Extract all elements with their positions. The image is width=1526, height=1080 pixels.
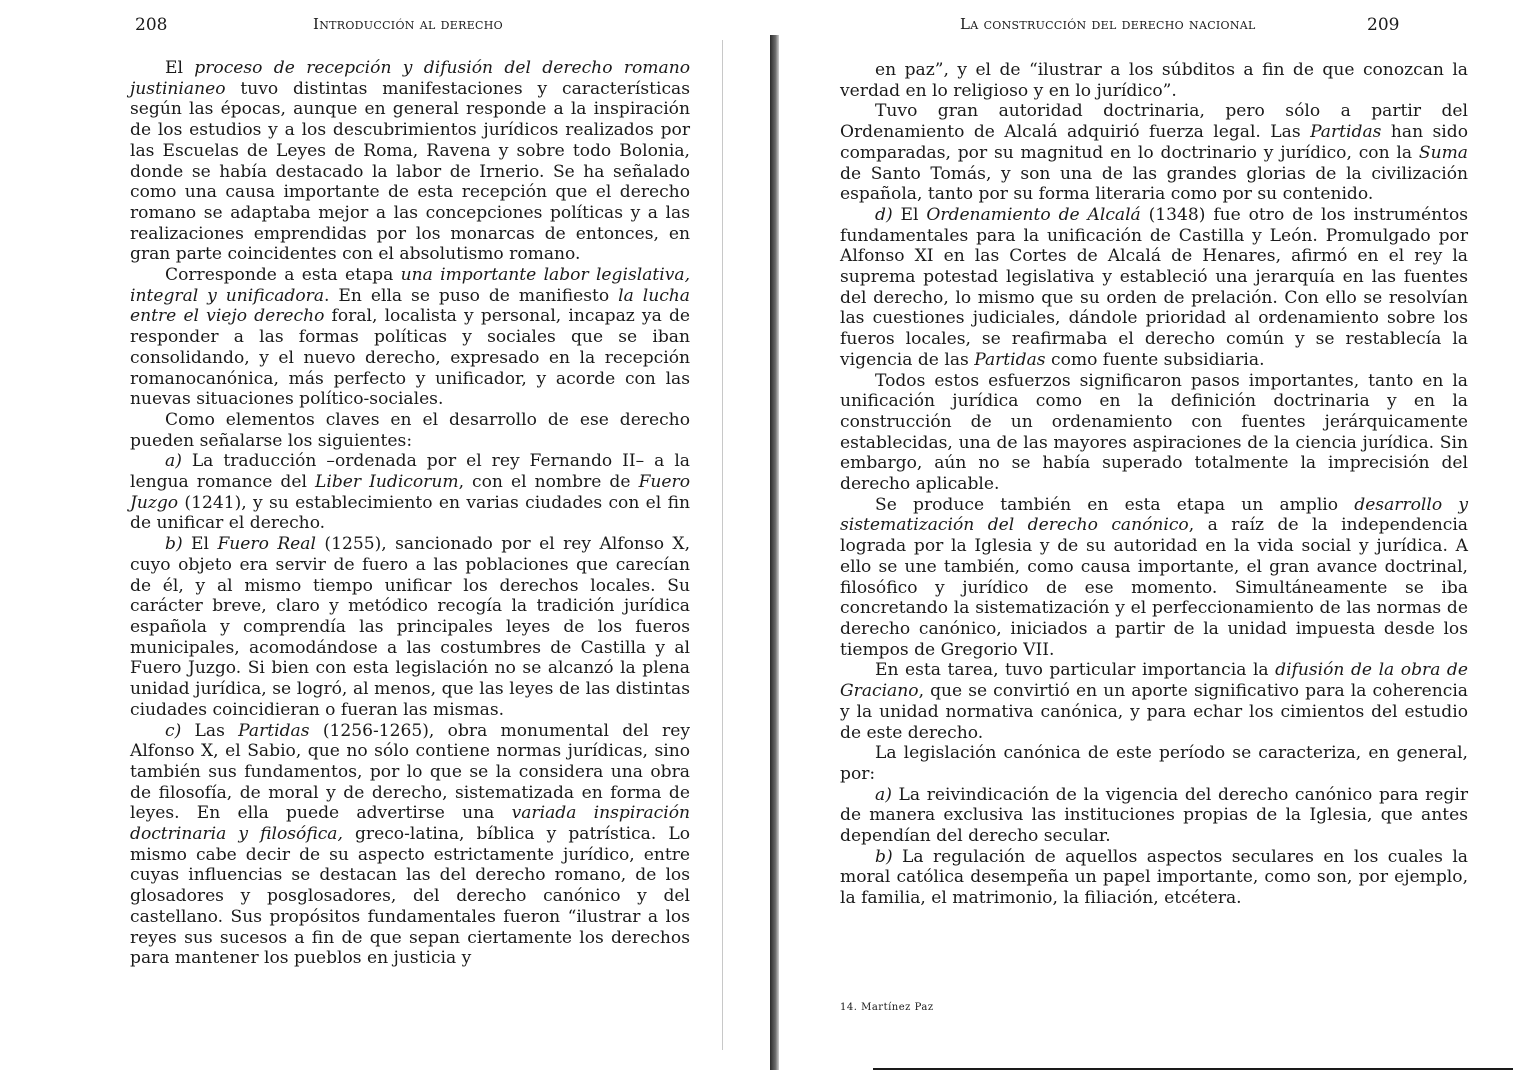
paragraph: a) La traducción –ordenada por el rey Fernando II– a la lengua romance del Liber Iudicorum, con el nombre de Fuero Juzgo (1241), y su establecimiento en varias ciudades con el fin de unificar el derecho. (130, 451, 691, 534)
left-page (0, 0, 730, 1080)
paragraph: En esta tarea, tuvo particular importancia la difusión de la obra de Graciano, que se convirtió en un aporte significativo para la coherencia y la unidad normativa canónica, y para echar los cimientos del estudio de este derecho. (840, 660, 1468, 743)
paragraph: b) El Fuero Real (1255), sancionado por el rey Alfonso X, cuyo objeto era servir de fuero a las poblaciones que carecían de él, y al mismo tiempo unificar los derechos locales. Su carácter breve, claro y metódico recogía la tradición jurídica española y comprendía las principales leyes de los fueros municipales, acomodándose a las costumbres de Castilla y al Fuero Juzgo. Si bien con esta legislación no se alcanzó la plena unidad jurídica, se logró, al menos, que las leyes de las distintas ciudades coincidieran o fueran las mismas. (130, 534, 691, 720)
paragraph: Como elementos claves en el desarrollo de ese derecho pueden señalarse los siguientes: (130, 409, 690, 451)
body-text (130, 58, 690, 969)
paragraph: Todos estos esfuerzos significaron pasos importantes, tanto en la unificación jurídica como en la definición doctrinaria y en la construcción de un ordenamiento con fuentes jerárquicamente establecidas, una de las mayores aspiraciones de la ciencia jurídica. Sin embargo, aún no se había superado totalmente la imprecisión del derecho aplicable. (840, 370, 1468, 495)
paragraph: b) La regulación de aquellos aspectos seculares en los cuales la moral católica desempeña un papel importante, como son, por ejemplo, la familia, el matrimonio, la filiación, etcétera. (840, 846, 1468, 909)
paragraph: Se produce también en esta etapa un amplio desarrollo y sistematización del derecho canónico, a raíz de la independencia lograda por la Iglesia y de su autoridad en la vida social y jurídica. A ello se une también, como causa importante, el gran avance doctrinal, filosófico y jurídico de ese momento. Simultáneamente se iba concretando la sistematización y el perfeccionamiento de las normas de derecho canónico, iniciados a partir de la unidad impuesta desde los tiempos de Gregorio VII. (840, 494, 1468, 660)
paragraph: El proceso de recepción y difusión del derecho romano justinianeo tuvo distintas manifestaciones y características según las épocas, aunque en general responde a la inspiración de los estudios y a los descubrimientos jurídicos realizados por las Escuelas de Leyes de Roma, Ravena y sobre todo Bolonia, donde se había destacado la labor de Irnerio. Se ha señalado como una causa importante de esta recepción que el derecho romano se adaptaba mejor a las concepciones políticas y a las realizaciones emprendidas por los monarcas de entonces, en gran parte coincidentes con el absolutismo romano. (130, 58, 690, 265)
body-text (840, 60, 1468, 909)
paragraph: Tuvo gran autoridad doctrinaria, pero sólo a partir del Ordenamiento de Alcalá adquirió fuerza legal. Las Partidas han sido comparadas, por su magnitud en lo doctrinario y jurídico, con la Suma de Santo Tomás, y son una de las grandes glorias de la civilización española, tanto por su forma literaria como por su contenido. (840, 101, 1468, 205)
paragraph: c) Las Partidas (1256-1265), obra monumental del rey Alfonso X, el Sabio, que no sólo contiene normas jurídicas, sino también sus fundamentos, por lo que se la considera una obra de filosofía, de moral y de derecho, sistematizada en forma de leyes. En ella puede advertirse una variada inspiración doctrinaria y filosófica, greco-latina, bíblica y patrística. Lo mismo cabe decir de su aspecto estrictamente jurídico, entre cuyas influencias se destacan las del derecho romano, de los glosadores y posglosadores, del derecho canónico y del castellano. Sus propósitos fundamentales fueron “ilustrar a los reyes sus sucesos a fin de que sepan ciertamente los derechos para mantener los pueblos en justicia y (130, 720, 691, 969)
paragraph: d) El Ordenamiento de Alcalá (1348) fue otro de los instruméntos fundamentales para la unificación de Castilla y León. Promulgado por Alfonso XI en las Cortes de Alcalá de Henares, afirmó en el rey la suprema potestad legislativa y estableció una jerarquía en las fuentes del derecho, lo mismo que su orden de prelación. Con ello se resolvían las cuestiones judiciales, dándole prioridad al ordenamiento sobre los fueros locales, se reafirmaba el derecho común y se restablecía la vigencia de las Partidas como fuente subsidiaria. (840, 204, 1469, 370)
page-number: 209 (1367, 15, 1400, 35)
paragraph: La legislación canónica de este período se caracteriza, en general, por: (840, 743, 1468, 784)
paragraph: Corresponde a esta etapa una importante labor legislativa, integral y unificadora. En ella se puso de manifiesto la lucha entre el viejo derecho foral, localista y personal, incapaz ya de responder a las formas políticas y sociales que se iban consolidando, y el nuevo derecho, expresado en la recepción romanocanónica, más perfecto y unificador, y acorde con las nuevas situaciones político-sociales. (130, 265, 690, 410)
running-head: Introducción al derecho (313, 15, 503, 33)
paragraph: en paz”, y el de “ilustrar a los súbditos a fin de que conozcan la verdad en lo religioso y en lo jurídico”. (840, 60, 1468, 101)
bottom-rule (873, 1068, 1513, 1070)
paragraph: a) La reivindicación de la vigencia del derecho canónico para regir de manera exclusiva las instituciones propias de la Iglesia, que antes dependían del derecho secular. (840, 784, 1468, 847)
page-number: 208 (135, 15, 168, 35)
right-page (770, 0, 1526, 1080)
running-head: La construcción del derecho nacional (960, 15, 1256, 33)
footer-signature: 14. Martínez Paz (840, 1002, 934, 1013)
